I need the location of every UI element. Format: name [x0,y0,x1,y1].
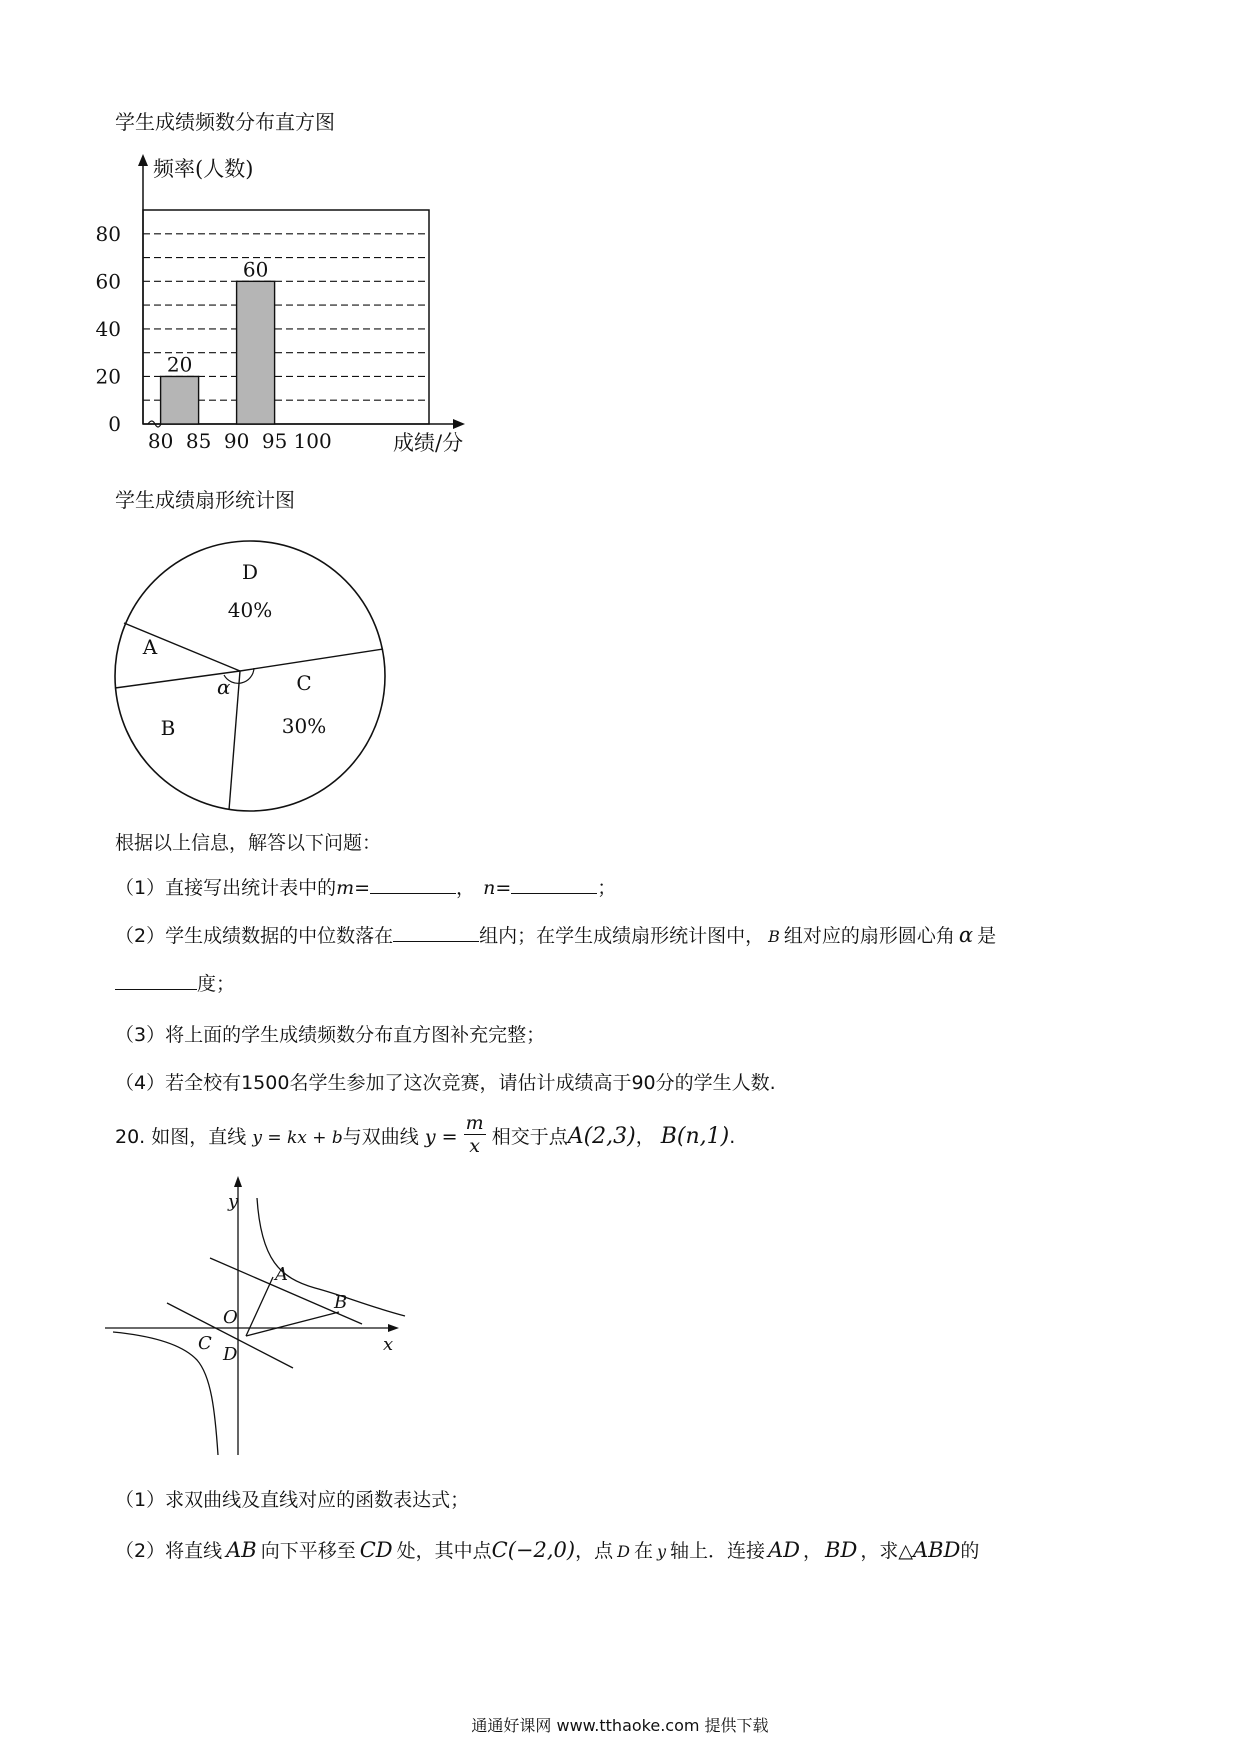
p20q2-g: ， [803,1540,823,1562]
bar-value-label: 60 [242,257,269,282]
p20q2-c: 处，其中点 [396,1540,492,1562]
p20-lead: 20. 如图，直线 [115,1126,247,1148]
point-C: C(−2,0) [491,1538,576,1562]
x-tick-label: 90 [223,429,250,453]
p20-period: . [729,1126,736,1148]
x-tick-label: 85 [185,429,212,453]
y-tick-label: 0 [108,412,121,436]
slice-label-c: C [296,671,312,695]
segment-BD [246,1312,339,1336]
blank-m[interactable] [370,892,456,894]
q1-eq-n: = [495,877,512,899]
y-tick-label: 20 [95,364,121,389]
p20q2-f: 轴上．连接 [670,1540,766,1562]
problem20-part2 [115,1536,979,1563]
var-BD: BD [825,1538,858,1562]
q2-end: 是 [977,925,997,947]
problem20-statement [115,1112,736,1168]
histogram-heading: 学生成绩频数分布直方图 [115,110,335,134]
blank-median-group[interactable] [393,940,479,942]
slice-label-a: A [142,635,158,659]
p20q2-d: ，点 [575,1540,614,1562]
x-tick-label: 95 [261,429,288,453]
pie-divider-b-c [229,671,240,810]
var-n: n [483,877,496,899]
graph-label-A: A [275,1264,288,1285]
slice-label-d: D [241,560,259,584]
p20q2-e: 在 [633,1540,653,1562]
hyperbola-branch-q1 [257,1198,405,1316]
x-tick-label: 80 [147,429,174,453]
p20q2-i: 的 [960,1540,980,1562]
q19-part3: （3）将上面的学生成绩频数分布直方图补充完整； [115,1024,546,1046]
point-A: A(2,3) [567,1124,636,1149]
p20-comma: ， [635,1126,655,1148]
pie-divider-d-a [124,623,240,671]
p20q2-a: （2）将直线 [115,1540,223,1562]
var-AD: AD [768,1538,801,1562]
graph-label-D: D [223,1344,238,1365]
graph-label-x: x [383,1334,394,1355]
slice-percent-d: 40% [227,598,273,622]
pie-chart [100,535,400,820]
q19-part1 [115,873,616,900]
q1-text: （1）直接写出统计表中的 [115,877,337,899]
segment-AD [246,1277,273,1336]
q19-part2-cont [115,969,235,996]
q19-part4: （4）若全校有1500名学生参加了这次竞赛，请估计成绩高于90分的学生人数. [115,1072,776,1094]
eq-line: y = kx + b [252,1128,343,1148]
blank-angle[interactable] [115,988,197,990]
pie-heading: 学生成绩扇形统计图 [115,488,295,512]
point-B: B(n,1) [660,1124,730,1149]
q19-intro: 根据以上信息，解答以下问题： [115,832,382,854]
y-tick-label: 80 [95,221,121,246]
eq-hyperbola-lhs: y = [424,1126,458,1148]
var-ABD: ABD [912,1538,961,1562]
p20q2-h: ，求△ [860,1540,913,1562]
y-tick-label: 60 [95,269,121,294]
p20-with: 与双曲线 [342,1126,419,1148]
p20-intersect: 相交于点 [491,1126,568,1148]
pie-divider-c-d [240,649,383,671]
problem20-part1: （1）求双曲线及直线对应的函数表达式； [115,1489,470,1511]
x-axis-label: 成绩/分 [393,431,464,455]
graph-label-O: O [223,1307,238,1328]
q1-sep: ， [456,877,476,899]
histogram-chart [95,150,495,460]
var-m: m [336,877,355,899]
frac-num: m [465,1112,484,1134]
histogram-bar [237,281,275,424]
y-axis-arrow [138,154,148,166]
q1-eq: = [354,877,371,899]
graph-y-arrow [234,1176,242,1187]
blank-n[interactable] [511,892,597,894]
histogram-bar [161,376,199,424]
frac-den: x [469,1135,480,1157]
q2-unit: 度； [197,973,236,995]
x-axis-arrow [453,419,465,429]
q1-end: ； [597,877,617,899]
slice-percent-c: 30% [281,714,327,738]
var-B: B [768,927,780,946]
graph-label-C: C [198,1333,212,1354]
function-graph [105,1170,425,1460]
p20q2-b: 向下平移至 [260,1540,356,1562]
x-tick-label: 100 [293,429,332,453]
y-axis-label: 频率(人数) [153,157,254,181]
var-alpha: α [958,923,974,947]
var-CD: CD [359,1538,393,1562]
graph-label-y: y [228,1191,239,1212]
angle-alpha-label: α [217,675,231,699]
q19-part2 [115,921,996,948]
var-y: y [656,1542,666,1561]
page-footer: 通通好课网 www.tthaoke.com 提供下载 [471,1716,769,1735]
q2-text: （2）学生成绩数据的中位数落在 [115,925,394,947]
bar-value-label: 20 [166,352,193,377]
graph-label-B: B [334,1292,348,1313]
q2-mid2: 组对应的扇形圆心角 [783,925,955,947]
slice-label-b: B [160,716,176,740]
var-AB: AB [226,1538,257,1562]
fraction-m-over-x [464,1112,486,1157]
graph-x-arrow [388,1324,399,1332]
y-tick-label: 40 [95,316,121,341]
var-D: D [617,1542,630,1561]
q2-mid: 组内；在学生成绩扇形统计图中， [479,925,765,947]
